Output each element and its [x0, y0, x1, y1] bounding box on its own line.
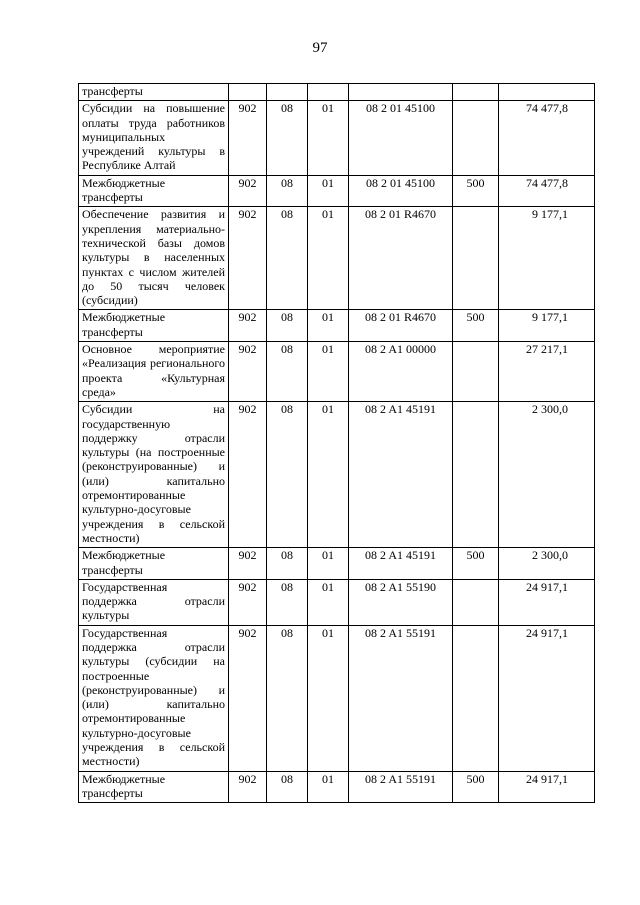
- expense-type-cell: 500: [453, 175, 499, 207]
- expense-name-cell: Основное мероприятие «Реализация регионального проекта «Культурная среда»: [79, 342, 229, 402]
- section-code-cell: 08: [267, 207, 308, 310]
- expense-name-cell: Государственная поддержка отрасли культуры: [79, 579, 229, 625]
- subsection-code-cell: 01: [308, 207, 349, 310]
- budget-table: [78, 83, 595, 803]
- subsection-code-cell: 01: [308, 101, 349, 175]
- amount-cell: 9 177,1: [499, 310, 595, 342]
- expense-type-cell: 500: [453, 771, 499, 803]
- subsection-code-cell: 01: [308, 310, 349, 342]
- expense-type-cell: [453, 207, 499, 310]
- expense-type-cell: [453, 101, 499, 175]
- grbs-code-cell: 902: [229, 342, 267, 402]
- subsection-code-cell: 01: [308, 771, 349, 803]
- amount-cell: 24 917,1: [499, 625, 595, 771]
- table-row: [79, 548, 595, 580]
- grbs-code-cell: 902: [229, 548, 267, 580]
- section-code-cell: 08: [267, 579, 308, 625]
- expense-type-cell: [453, 342, 499, 402]
- subsection-code-cell: 01: [308, 625, 349, 771]
- target-article-cell: 08 2 01 R4670: [349, 310, 453, 342]
- grbs-code-cell: 902: [229, 402, 267, 548]
- grbs-code-cell: 902: [229, 310, 267, 342]
- section-code-cell: 08: [267, 175, 308, 207]
- table-row: [79, 579, 595, 625]
- table-row: [79, 625, 595, 771]
- expense-name-cell: Субсидии на государственную поддержку отрасли культуры (на построенные (реконструированные) и (или) капитально отремонтированные культурно-досуговые учреждения в сельской местности): [79, 402, 229, 548]
- expense-name-cell: трансферты: [79, 84, 229, 101]
- subsection-code-cell: 01: [308, 402, 349, 548]
- table-row: [79, 771, 595, 803]
- expense-name-cell: Государственная поддержка отрасли культуры (субсидии на построенные (реконструированные) и (или) капитально отремонтированные культурно-досуговые учреждения в сельской местности): [79, 625, 229, 771]
- grbs-code-cell: 902: [229, 771, 267, 803]
- table-row: [79, 310, 595, 342]
- target-article-cell: 08 2 01 45100: [349, 101, 453, 175]
- section-code-cell: [267, 84, 308, 101]
- table-row: [79, 342, 595, 402]
- table-row: [79, 101, 595, 175]
- section-code-cell: 08: [267, 310, 308, 342]
- subsection-code-cell: 01: [308, 548, 349, 580]
- page-number: 97: [312, 40, 328, 56]
- grbs-code-cell: 902: [229, 175, 267, 207]
- section-code-cell: 08: [267, 625, 308, 771]
- grbs-code-cell: 902: [229, 579, 267, 625]
- target-article-cell: 08 2 A1 55191: [349, 625, 453, 771]
- table-row: [79, 402, 595, 548]
- target-article-cell: 08 2 A1 00000: [349, 342, 453, 402]
- expense-name-cell: Межбюджетные трансферты: [79, 548, 229, 580]
- expense-name-cell: Межбюджетные трансферты: [79, 175, 229, 207]
- amount-cell: 24 917,1: [499, 771, 595, 803]
- section-code-cell: 08: [267, 771, 308, 803]
- target-article-cell: 08 2 A1 45191: [349, 402, 453, 548]
- expense-type-cell: 500: [453, 310, 499, 342]
- amount-cell: 2 300,0: [499, 548, 595, 580]
- amount-cell: 2 300,0: [499, 402, 595, 548]
- grbs-code-cell: 902: [229, 207, 267, 310]
- subsection-code-cell: 01: [308, 175, 349, 207]
- grbs-code-cell: 902: [229, 101, 267, 175]
- expense-name-cell: Межбюджетные трансферты: [79, 771, 229, 803]
- table-row: [79, 175, 595, 207]
- expense-name-cell: Субсидии на повышение оплаты труда работников муниципальных учреждений культуры в Республике Алтай: [79, 101, 229, 175]
- table-row: [79, 84, 595, 101]
- section-code-cell: 08: [267, 402, 308, 548]
- amount-cell: 27 217,1: [499, 342, 595, 402]
- target-article-cell: 08 2 01 R4670: [349, 207, 453, 310]
- expense-type-cell: [453, 579, 499, 625]
- amount-cell: [499, 84, 595, 101]
- section-code-cell: 08: [267, 548, 308, 580]
- expense-type-cell: 500: [453, 548, 499, 580]
- target-article-cell: 08 2 A1 45191: [349, 548, 453, 580]
- expense-name-cell: Обеспечение развития и укрепления материально-технической базы домов культуры в населенных пунктах с числом жителей до 50 тысяч человек (субсидии): [79, 207, 229, 310]
- expense-type-cell: [453, 625, 499, 771]
- target-article-cell: 08 2 A1 55191: [349, 771, 453, 803]
- expense-type-cell: [453, 402, 499, 548]
- amount-cell: 9 177,1: [499, 207, 595, 310]
- amount-cell: 24 917,1: [499, 579, 595, 625]
- section-code-cell: 08: [267, 101, 308, 175]
- grbs-code-cell: 902: [229, 625, 267, 771]
- target-article-cell: [349, 84, 453, 101]
- subsection-code-cell: [308, 84, 349, 101]
- amount-cell: 74 477,8: [499, 175, 595, 207]
- grbs-code-cell: [229, 84, 267, 101]
- expense-name-cell: Межбюджетные трансферты: [79, 310, 229, 342]
- target-article-cell: 08 2 A1 55190: [349, 579, 453, 625]
- section-code-cell: 08: [267, 342, 308, 402]
- expense-type-cell: [453, 84, 499, 101]
- subsection-code-cell: 01: [308, 342, 349, 402]
- subsection-code-cell: 01: [308, 579, 349, 625]
- amount-cell: 74 477,8: [499, 101, 595, 175]
- target-article-cell: 08 2 01 45100: [349, 175, 453, 207]
- table-row: [79, 207, 595, 310]
